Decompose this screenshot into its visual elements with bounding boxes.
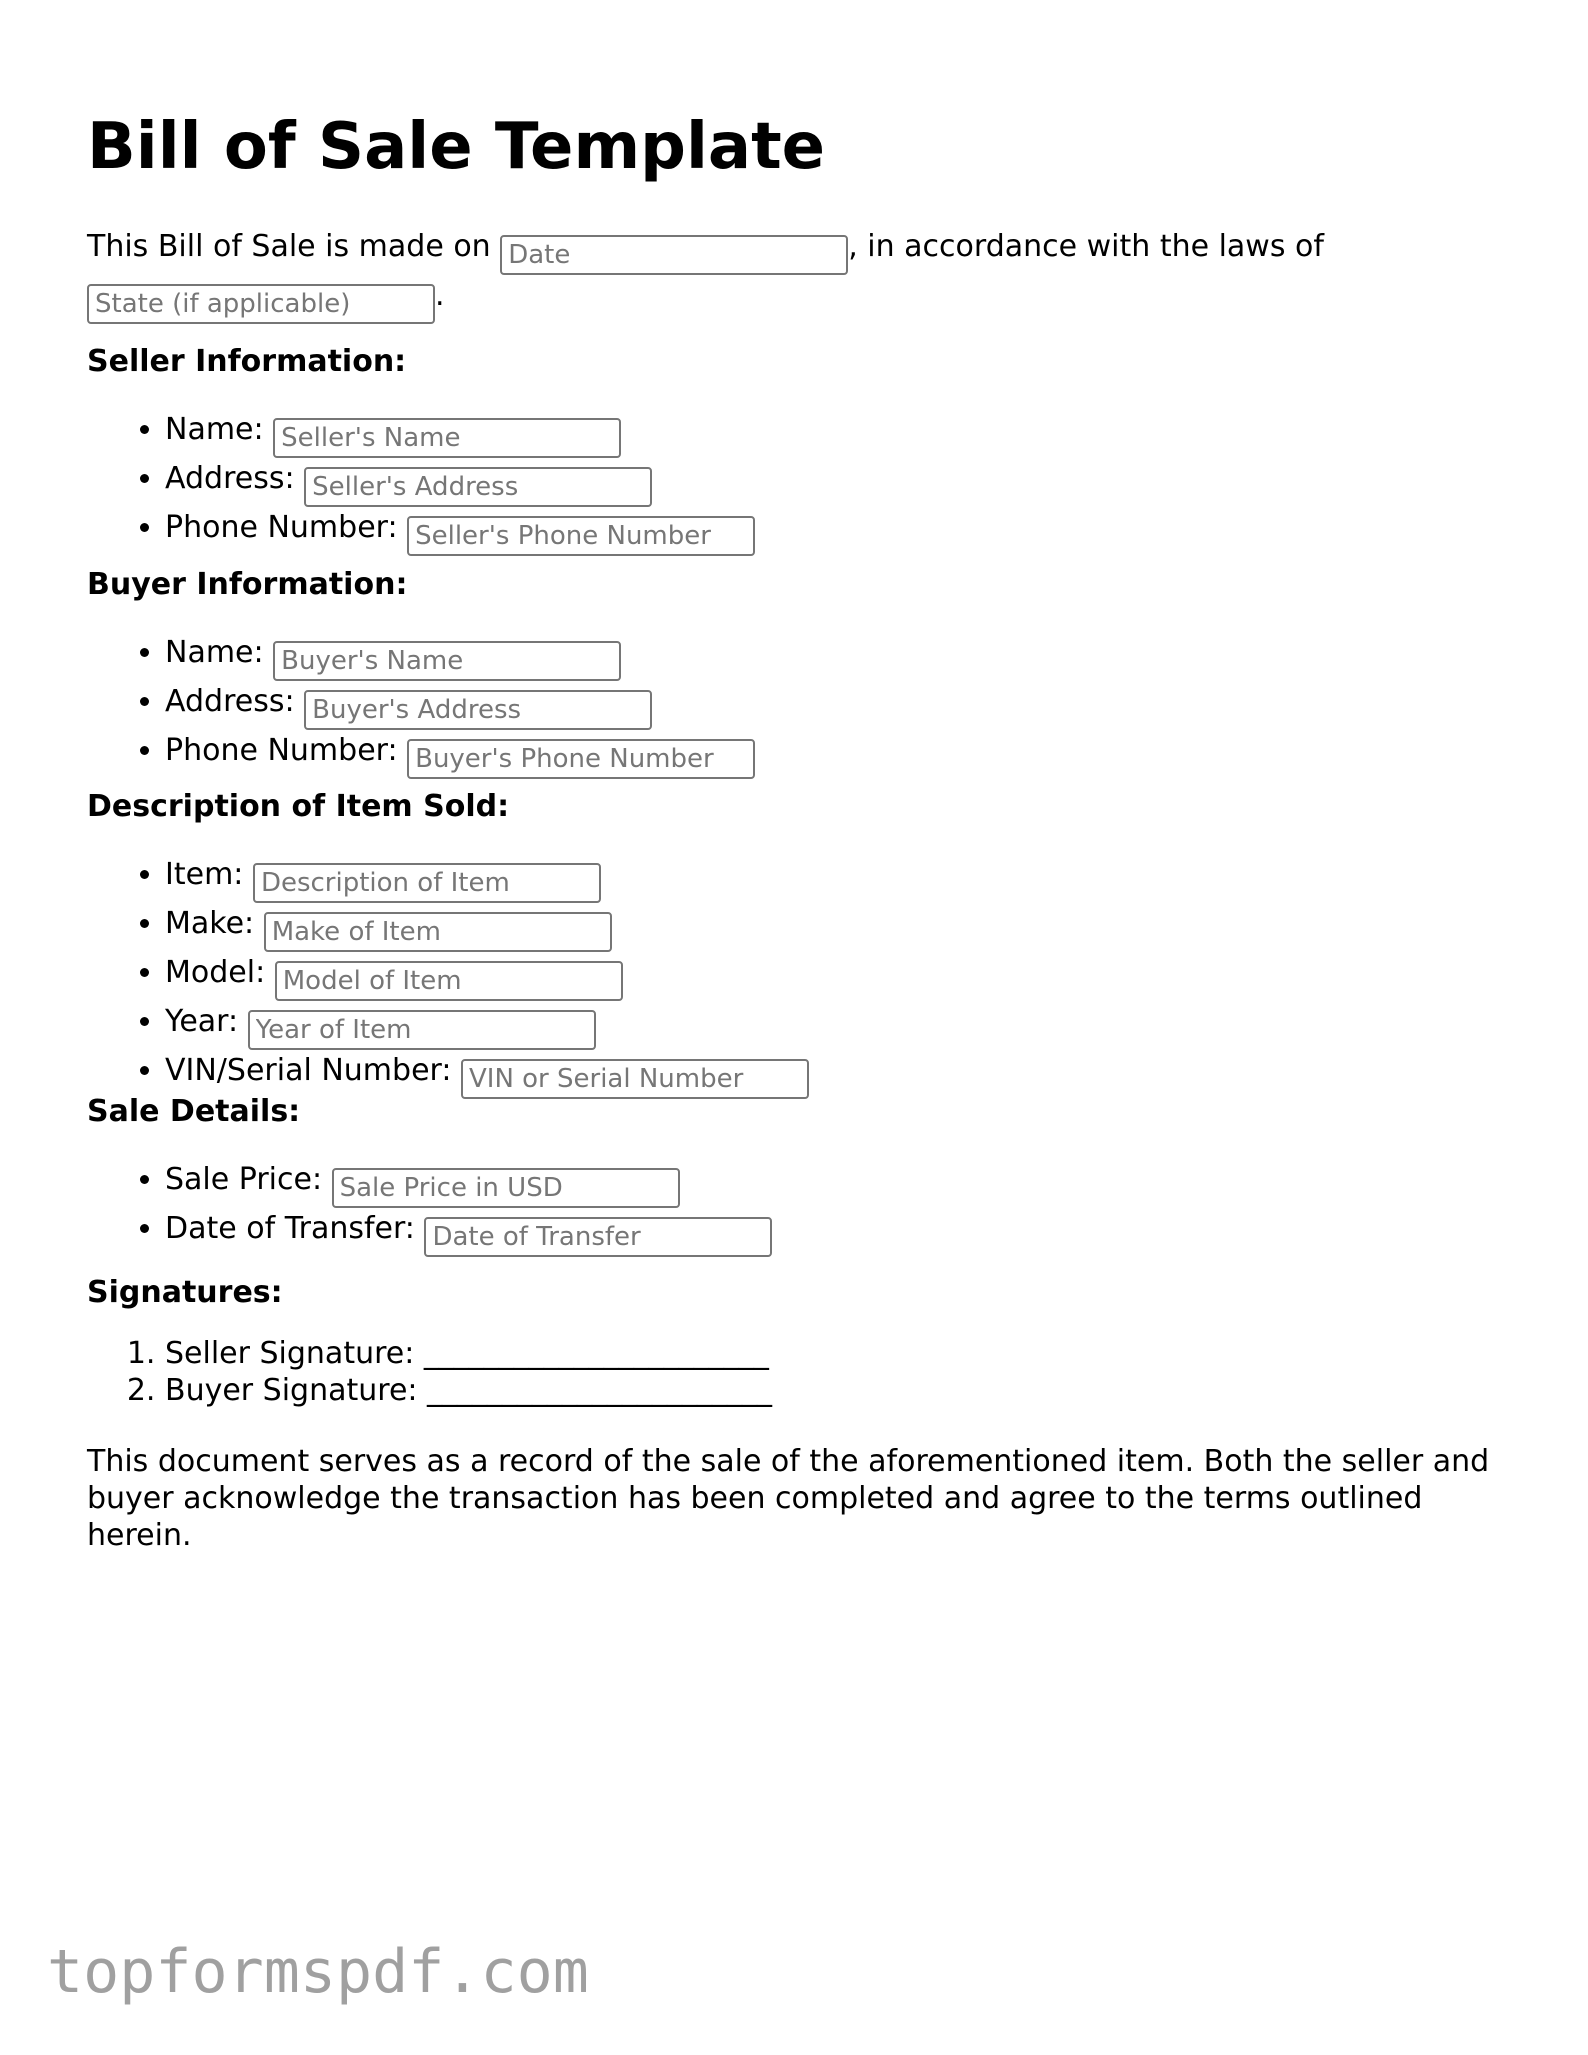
closing-paragraph: This document serves as a record of the sale of the aforementioned item. Both the seller and buyer acknowledge the transaction has been completed and agree to the terms outlined herein.	[87, 1444, 1490, 1553]
seller-list	[87, 409, 755, 556]
buyer-signature-line: 2. Buyer Signature: _______________________	[165, 1372, 772, 1409]
sale-list	[87, 1159, 772, 1257]
item-year-field[interactable]	[248, 1010, 596, 1050]
list-item	[165, 903, 809, 952]
list-item	[165, 730, 755, 779]
buyer-address-field[interactable]	[304, 690, 652, 730]
item-list	[87, 854, 809, 1099]
item-vin-field[interactable]	[461, 1059, 809, 1099]
seller-heading: Seller Information:	[87, 344, 407, 379]
buyer-phone-label: Phone Number:	[165, 733, 398, 768]
state-field[interactable]	[87, 284, 435, 324]
buyer-address-label: Address:	[165, 684, 295, 719]
signatures-heading: Signatures:	[87, 1275, 283, 1310]
intro-period: .	[435, 278, 445, 313]
item-label: Item:	[165, 857, 244, 892]
seller-phone-label: Phone Number:	[165, 510, 398, 545]
list-item	[165, 1001, 809, 1050]
sale-price-label: Sale Price:	[165, 1162, 323, 1197]
watermark: topformspdf.com	[47, 1937, 589, 2007]
vin-label: VIN/Serial Number:	[165, 1053, 452, 1088]
intro-text-before-date: This Bill of Sale is made on	[87, 229, 501, 264]
buyer-heading: Buyer Information:	[87, 567, 408, 602]
buyer-name-field[interactable]	[273, 641, 621, 681]
seller-signature-line: 1. Seller Signature: _______________________	[165, 1335, 772, 1372]
list-item	[165, 1208, 772, 1257]
seller-address-label: Address:	[165, 461, 295, 496]
buyer-phone-field[interactable]	[407, 739, 755, 779]
item-make-field[interactable]	[264, 912, 612, 952]
item-model-field[interactable]	[275, 961, 623, 1001]
seller-name-label: Name:	[165, 412, 264, 447]
intro-paragraph	[87, 226, 1507, 324]
intro-text-after-date: , in accordance with the laws of	[848, 229, 1324, 264]
transfer-date-field[interactable]	[424, 1217, 772, 1257]
signatures-list	[87, 1335, 772, 1409]
sale-price-field[interactable]	[332, 1168, 680, 1208]
list-item	[165, 632, 755, 681]
item-description-field[interactable]	[253, 863, 601, 903]
item-heading: Description of Item Sold:	[87, 789, 510, 824]
date-field[interactable]	[500, 235, 848, 275]
make-label: Make:	[165, 906, 255, 941]
document-title: Bill of Sale Template	[87, 110, 826, 184]
list-item	[165, 409, 755, 458]
seller-phone-field[interactable]	[407, 516, 755, 556]
sale-heading: Sale Details:	[87, 1094, 301, 1129]
buyer-list	[87, 632, 755, 779]
list-item	[165, 458, 755, 507]
seller-name-field[interactable]	[273, 418, 621, 458]
year-label: Year:	[165, 1004, 239, 1039]
list-item	[165, 681, 755, 730]
seller-address-field[interactable]	[304, 467, 652, 507]
list-item	[165, 952, 809, 1001]
list-item	[165, 507, 755, 556]
list-item	[165, 1159, 772, 1208]
list-item	[165, 1050, 809, 1099]
transfer-date-label: Date of Transfer:	[165, 1211, 415, 1246]
buyer-name-label: Name:	[165, 635, 264, 670]
model-label: Model:	[165, 955, 266, 990]
list-item	[165, 854, 809, 903]
